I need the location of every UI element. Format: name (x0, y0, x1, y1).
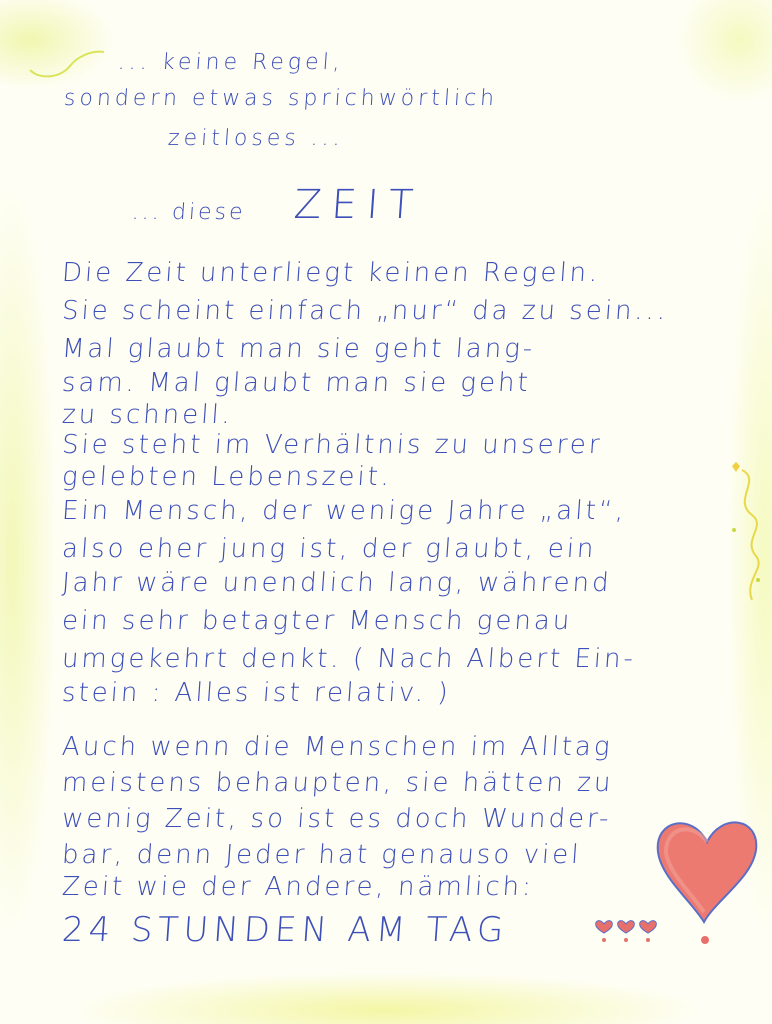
paragraph-1-line: ein sehr betagter Mensch genau (60, 606, 574, 636)
paragraph-1-line: Sie steht im Verhältnis zu unserer (60, 430, 604, 460)
paragraph-1-line: also eher jung ist, der glaubt, ein (60, 534, 598, 564)
paragraph-1-line: Ein Mensch, der wenige Jahre „alt“, (60, 496, 628, 526)
heart-icon (652, 812, 762, 952)
paragraph-2-line: wenig Zeit, so ist es doch Wunder- (60, 804, 613, 834)
paragraph-1-line: gelebten Lebenszeit. (60, 462, 394, 492)
final-line: 24 STUNDEN AM TAG (60, 910, 510, 950)
swirl-icon (20, 30, 110, 90)
paragraph-2-line: bar, denn Jeder hat genauso viel (60, 840, 583, 870)
paragraph-1-line: stein : Alles ist relativ. ) (60, 678, 452, 708)
title-prefix: ... diese (131, 200, 247, 225)
intro-line-3: zeitloses ... (167, 126, 345, 151)
paragraph-1-line: sam. Mal glaubt man sie geht (60, 368, 532, 398)
paragraph-2-line: Auch wenn die Menschen im Alltag (60, 732, 614, 762)
intro-line-1: ... keine Regel, (117, 50, 345, 75)
paragraph-1-line: Jahr wäre unendlich lang, während (60, 568, 613, 598)
paragraph-2-line: Zeit wie der Andere, nämlich: (60, 872, 535, 902)
page-title: ZEIT (292, 182, 425, 228)
paragraph-1-line: zu schnell. (60, 400, 234, 430)
paragraph-1-line: Die Zeit unterliegt keinen Regeln. (60, 258, 602, 288)
paragraph-1-line: Sie scheint einfach „nur“ da zu sein... (60, 296, 670, 326)
paragraph-1-line: umgekehrt denkt. ( Nach Albert Ein- (60, 644, 637, 674)
swirl-icon (722, 460, 770, 620)
intro-line-2: sondern etwas sprichwörtlich (63, 86, 499, 111)
paragraph-1-line: Mal glaubt man sie geht lang- (60, 334, 537, 364)
paragraph-2-line: meistens behaupten, sie hätten zu (60, 768, 615, 798)
